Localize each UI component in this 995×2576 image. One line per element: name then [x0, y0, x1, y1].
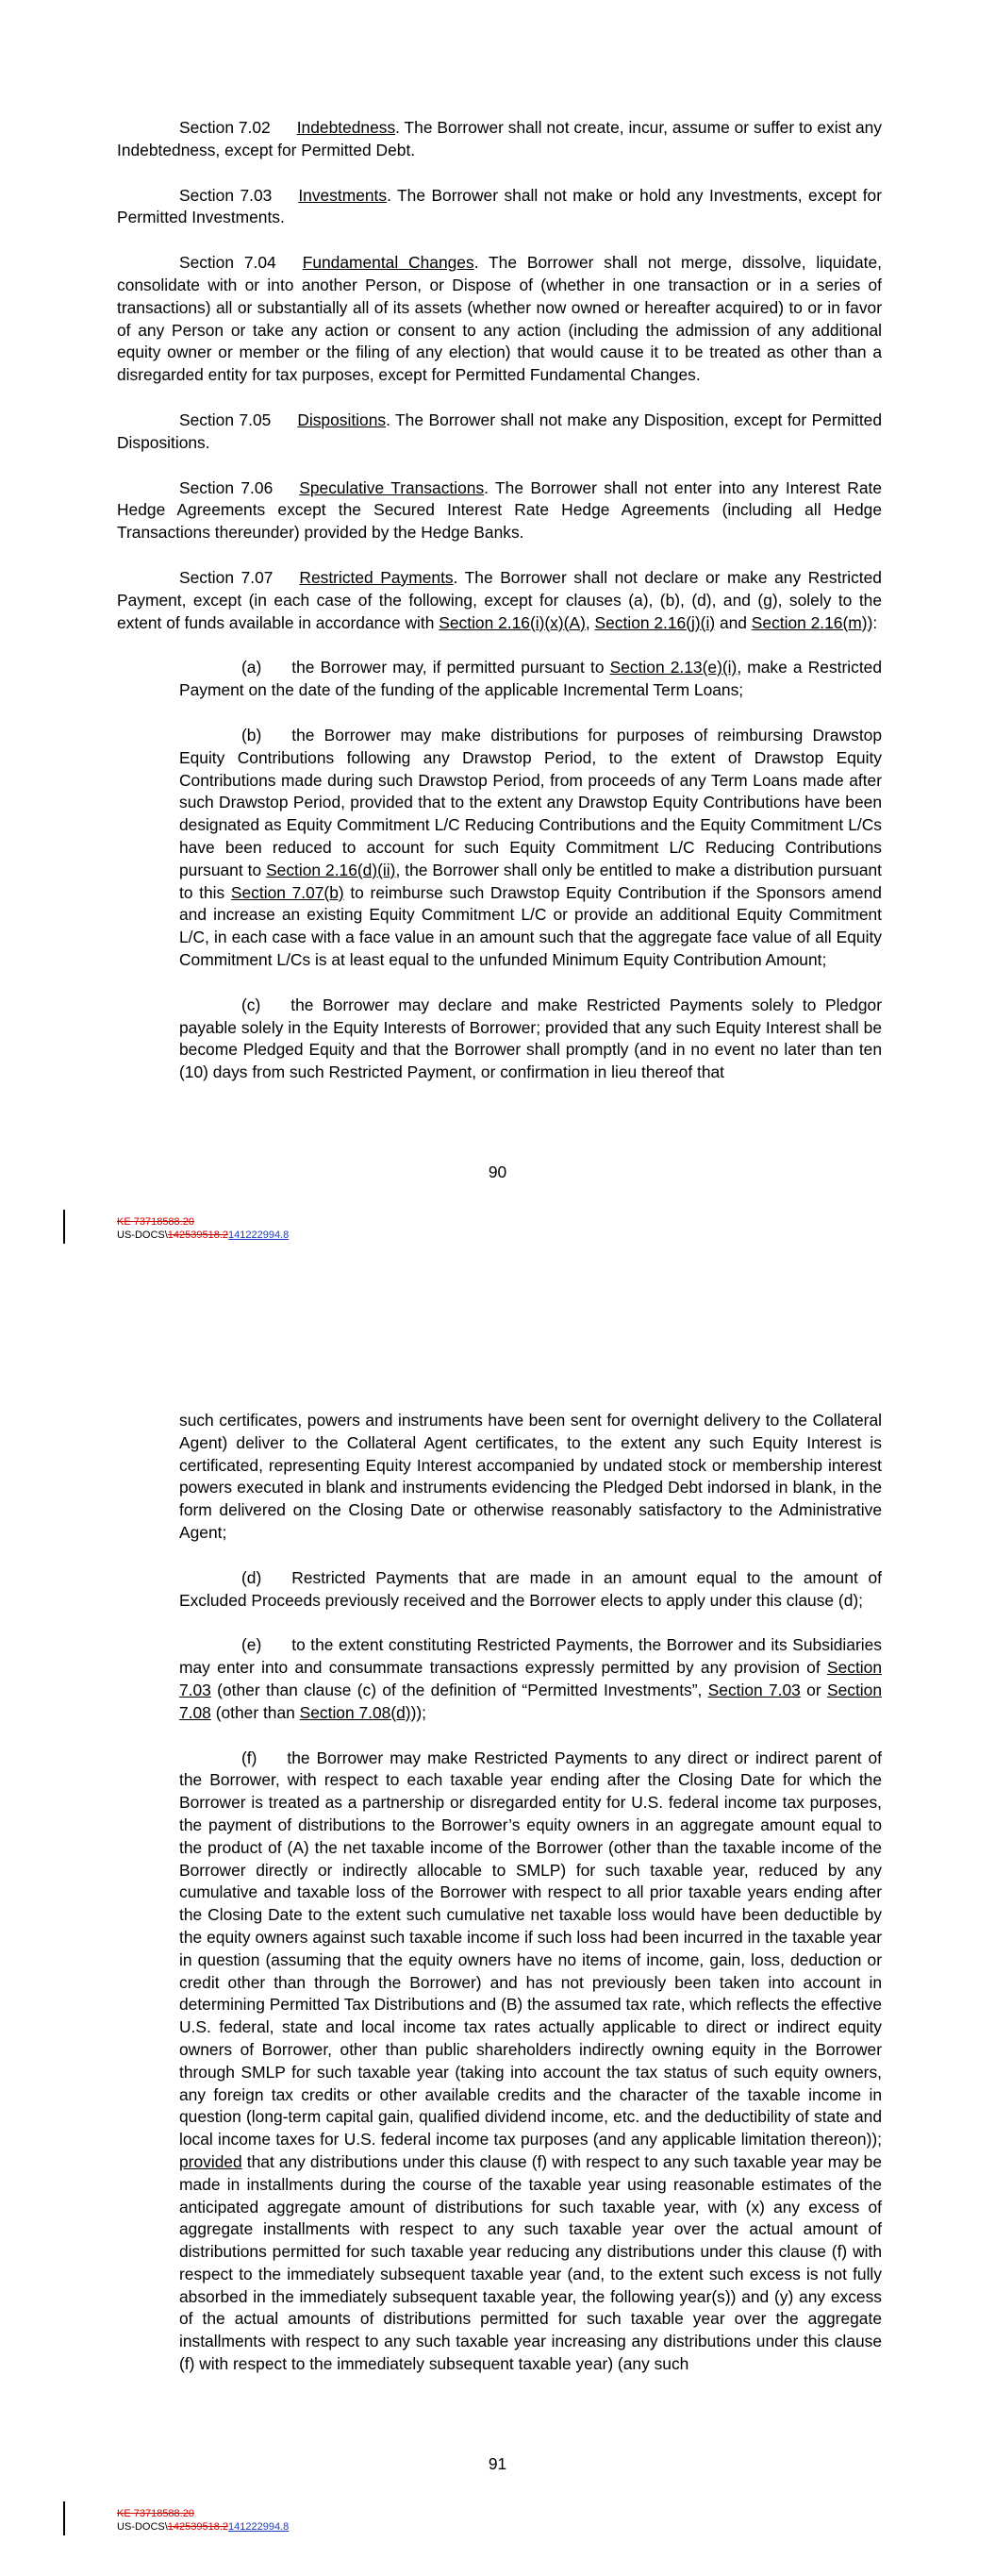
section-title: Restricted Payments — [299, 567, 454, 587]
cross-reference: Section 7.03 — [707, 1680, 801, 1699]
clause-e: (e) to the extent constituting Restricted Payments, the Borrower and its Subsidiaries may enter into and consummate transactions expressly permitted by any provision of Section 7.03 (other than clause (c) of the definition of “Permitted Investments”, Section 7.03 or Section 7.08 (other than Section 7.08(d))); — [179, 1635, 882, 1722]
cross-reference: Section 2.16(i)(x)(A) — [439, 612, 586, 632]
section-7-05: Section 7.05 Dispositions. The Borrower shall not make any Disposition, except for Permitted Dispositions. — [117, 410, 882, 452]
section-7-02: Section 7.02 Indebtedness. The Borrower shall not create, incur, assume or suffer to exist any Indebtedness, except for Permitted Debt. — [117, 118, 882, 159]
section-7-06: Section 7.06 Speculative Transactions. The Borrower shall not enter into any Interest Rate Hedge Agreements except the Secured Interest Rate Hedge Agreements (including all Hedge Transactions thereunder) provided by the Hedge Banks. — [117, 477, 883, 543]
cross-reference: Section 2.16(d)(ii) — [266, 860, 396, 879]
provided-term: provided — [179, 2151, 242, 2171]
footer-doc-id-deleted: KE 73718588.20 — [117, 2508, 194, 2519]
cross-reference: Section 7.07(b) — [230, 882, 344, 902]
cross-reference: Section 7.08(d) — [299, 1702, 411, 1722]
clause-b: (b) the Borrower may make distributions for purposes of reimbursing Drawstop Equity Contributions following any Drawstop Period, to the extent of Drawstop Equity Contributions made during such Drawstop Period, from proceeds of any Term Loans made after such Drawstop Period, provided that to the extent any Drawstop Equity Contributions have been designated as Equity Commitment L/C Reducing Contributions and the Equity Commitment L/Cs have been reduced to account for such Equity Commitment L/C Reducing Contributions pursuant to Section 2.16(d)(ii), the Borrower shall only be entitled to make a distribution pursuant to this Section 7.07(b) to reimburse such Drawstop Equity Contribution if the Sponsors amend and increase an existing Equity Commitment L/C or provide an additional Equity Commitment L/C, in each case with a face value in an amount such that the aggregate face value of all Equity Commitment L/Cs is at least equal to the unfunded Minimum Equity Contribution Amount; — [179, 725, 882, 969]
section-7-03: Section 7.03 Investments. The Borrower shall not make or hold any Investments, except for Permitted Investments. — [117, 185, 883, 227]
page-number: 90 — [488, 1163, 507, 1181]
cross-reference: Section 2.16(m) — [751, 612, 868, 632]
clause-c-continued: such certificates, powers and instruments have been sent for overnight delivery to the Collateral Agent) deliver to the Collateral Agent certificates, to the extent any such Equity Interest is certificated, representing Equity Interest accompanied by undated stock or membership interest powers executed in blank and instruments evidencing the Pledged Debt indorsed in blank, in the form delivered on the Closing Date or otherwise reasonably satisfactory to the Administrative Agent; — [179, 1411, 882, 1542]
section-7-04: Section 7.04 Fundamental Changes. The Borrower shall not merge, dissolve, liquidate, consolidate with or into another Person, or Dispose of (whether in one transaction or in a series of transactions) all or substantially all of its assets (whether now owned or hereafter acquired) to or in favor of any Person or take any action or consent to any action (including the admission of any additional equity owner or member or the filing of any election) that would cause it to be treated as other than a disregarded entity for tax purposes, except for Permitted Fundamental Changes. — [117, 253, 883, 385]
cross-reference: Section 7.03 — [179, 1658, 882, 1699]
section-title: Fundamental Changes — [302, 253, 474, 273]
page-number: 91 — [488, 2454, 507, 2473]
section-7-07: Section 7.07 Restricted Payments. The Borrower shall not declare or make any Restricted Payment, except (in each case of the following, except for clauses (a), (b), (d), and (g), solely to the extent of funds available in accordance with Section 2.16(i)(x)(A), Section 2.16(j)(i) and Section 2.16(m)): — [117, 567, 882, 632]
section-title: Speculative Transactions — [299, 477, 485, 497]
page-91-body — [117, 1410, 882, 2399]
cross-reference: Section 2.13(e)(i) — [609, 658, 738, 677]
clause-c: (c) the Borrower may declare and make Restricted Payments solely to Pledgor payable solely in the Equity Interests of Borrower; provided that any such Equity Interest shall be become Pledged Equity and that the Borrower shall promptly (and in no event no later than ten (10) days from such Restricted Payment, or confirmation in lieu thereof that — [179, 995, 882, 1082]
footer-doc-id-deleted: KE 73718588.20 — [117, 1216, 194, 1228]
page-90-body — [117, 117, 882, 1107]
clause-a: (a) the Borrower may, if permitted pursuant to Section 2.13(e)(i), make a Restricted Payment on the date of the funding of the applicable Incremental Term Loans; — [179, 658, 882, 700]
section-title: Investments — [298, 185, 388, 205]
clause-f: (f) the Borrower may make Restricted Payments to any direct or indirect parent of the Borrower, with respect to each taxable year ending after the Closing Date for which the Borrower is treated as a partnership or disregarded entity for U.S. federal income tax purposes, the payment of distributions to the Borrower’s equity owners in an aggregate amount equal to the product of (A) the net taxable income of the Borrower (other than the taxable income of the Borrower directly or indirectly allocable to SMLP) for such taxable year, reduced by any cumulative and taxable loss of the Borrower with respect to all prior taxable years ending after the Closing Date to the extent such cumulative net taxable loss would have been deductible by the equity owners against such taxable income if such loss had been incurred in the taxable year in question (assuming that the equity owners have no items of income, gain, loss, deduction or credit other than through the Borrower) and has not previously been taken into account in determining Permitted Tax Distributions and (B) the assumed tax rate, which reflects the effective U.S. federal, state and local income tax rates actually applicable to direct or indirect equity owners of Borrower, other than public shareholders indirectly owning equity in the Borrower through SMLP for such taxable year (taking into account the tax status of such equity owners, any foreign tax credits or other available credits and the character of the taxable income in question (long-term capital gain, qualified dividend income, etc. and the deductibility of state and local income taxes for U.S. federal income tax purposes (and any applicable limitation thereon)); provided that any distributions under this clause (f) with respect to any such taxable year may be made in installments during the course of the taxable year using reasonable estimates of the anticipated aggregate amount of distributions for such taxable year, with (x) any excess of aggregate installments with respect to any such taxable year over the actual amount of distributions permitted for such taxable year reducing any distributions under this clause (f) with respect to the immediately subsequent taxable year (and, to the extent such excess is not fully absorbed in the immediately subsequent taxable year, the following year(s)) and (y) any excess of the actual amounts of distributions permitted for such taxable year over the aggregate installments with respect to any such taxable year increasing any distributions under this clause (f) with respect to the immediately subsequent taxable year) (any such — [179, 1748, 882, 2374]
page-91 — [0, 1288, 995, 2576]
document-footer — [117, 2507, 289, 2534]
footer-doc-id: US-DOCS\142539518.2141222994.8 — [117, 2521, 290, 2533]
change-bar — [63, 2501, 65, 2535]
change-bar — [63, 1210, 65, 1244]
section-title: Indebtedness — [296, 118, 396, 137]
cross-reference: Section 2.16(j)(i) — [594, 612, 716, 632]
footer-doc-id: US-DOCS\142539518.2141222994.8 — [117, 1229, 290, 1241]
clause-d: (d) Restricted Payments that are made in an amount equal to the amount of Excluded Proceeds previously received and the Borrower elects to apply under this clause (d); — [179, 1567, 882, 1610]
section-title: Dispositions — [297, 410, 387, 429]
cross-reference: Section 7.08 — [179, 1680, 882, 1722]
document-footer — [117, 1215, 289, 1242]
